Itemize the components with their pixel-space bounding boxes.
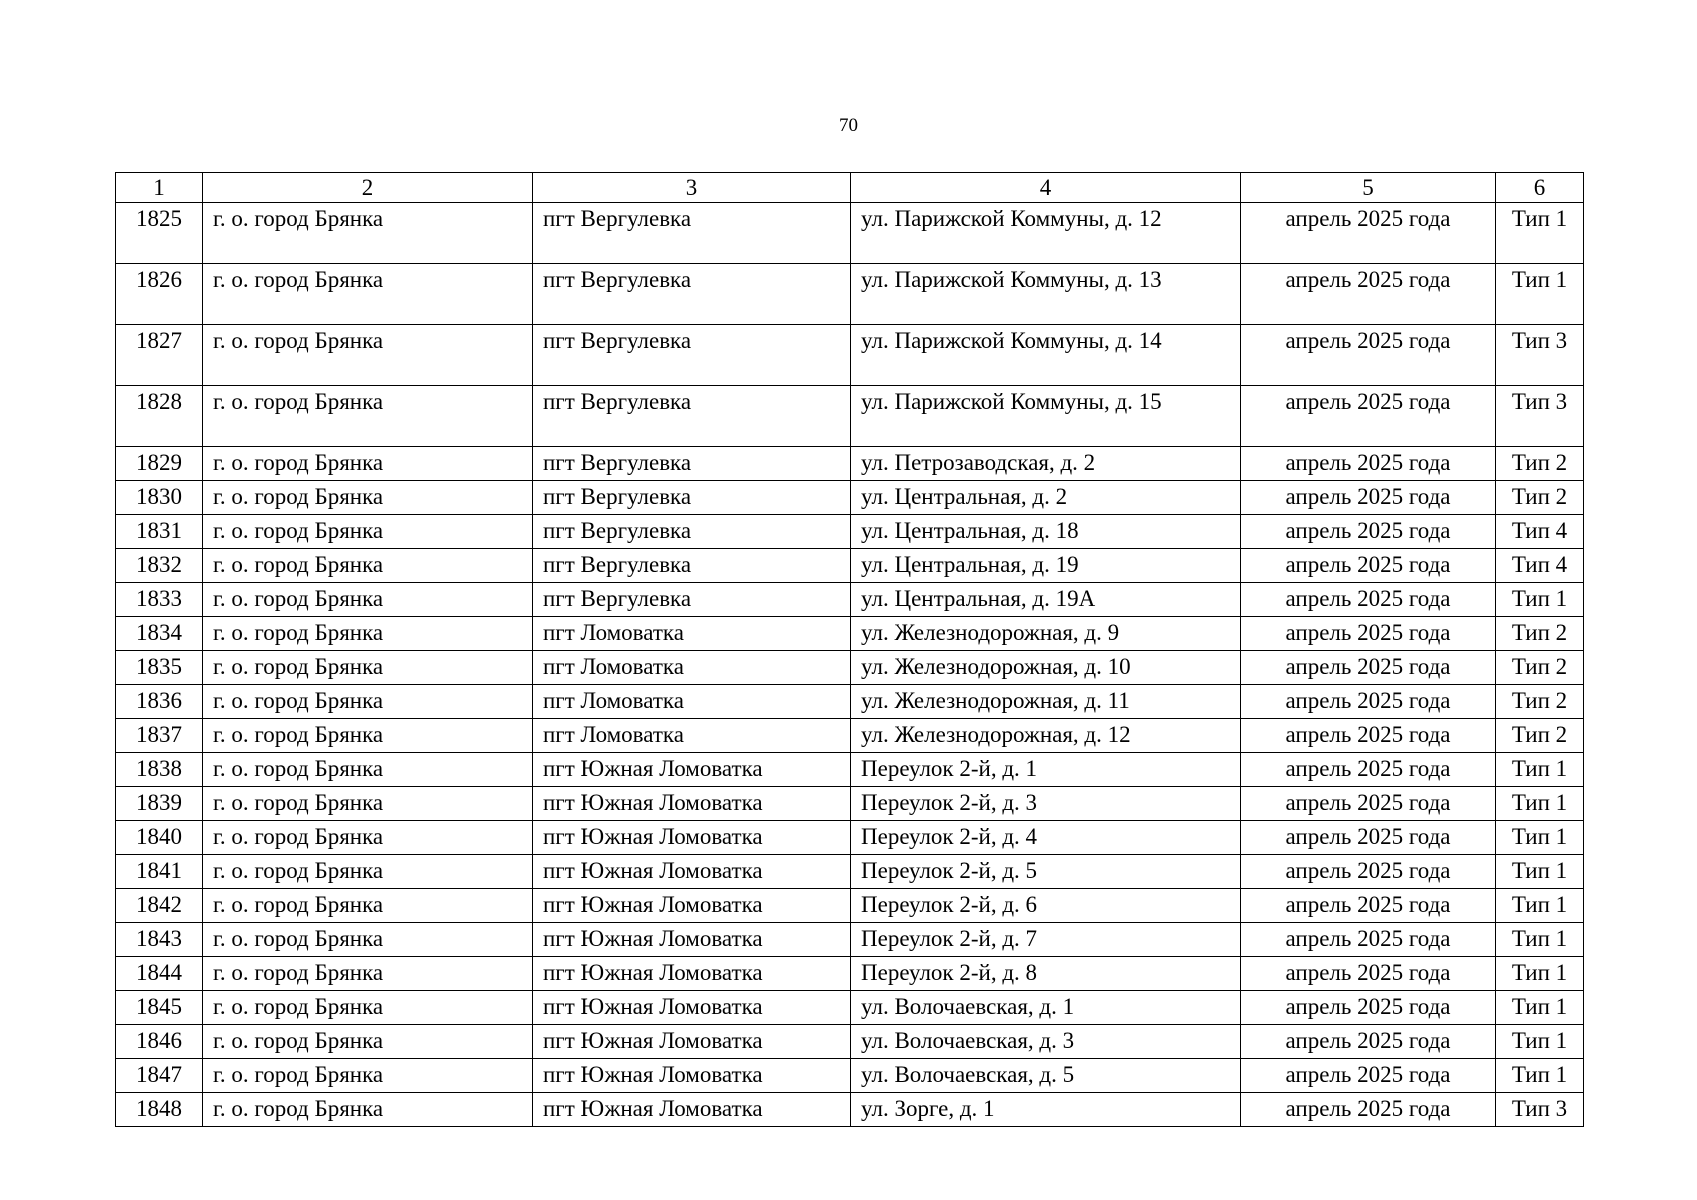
date-cell: апрель 2025 года bbox=[1241, 991, 1496, 1025]
row-number-cell: 1827 bbox=[116, 325, 203, 386]
row-number-cell: 1828 bbox=[116, 386, 203, 447]
type-cell: Тип 2 bbox=[1496, 447, 1584, 481]
row-number-cell: 1846 bbox=[116, 1025, 203, 1059]
table-row bbox=[116, 264, 1584, 325]
date-cell: апрель 2025 года bbox=[1241, 386, 1496, 447]
table-row bbox=[116, 753, 1584, 787]
date-cell: апрель 2025 года bbox=[1241, 685, 1496, 719]
row-number-cell: 1837 bbox=[116, 719, 203, 753]
type-cell: Тип 1 bbox=[1496, 787, 1584, 821]
district-cell: г. о. город Брянка bbox=[203, 719, 533, 753]
district-cell: г. о. город Брянка bbox=[203, 957, 533, 991]
district-cell: г. о. город Брянка bbox=[203, 617, 533, 651]
type-cell: Тип 1 bbox=[1496, 889, 1584, 923]
address-cell: ул. Центральная, д. 19 bbox=[851, 549, 1241, 583]
date-cell: апрель 2025 года bbox=[1241, 617, 1496, 651]
district-cell: г. о. город Брянка bbox=[203, 923, 533, 957]
settlement-cell: пгт Вергулевка bbox=[533, 549, 851, 583]
table-row bbox=[116, 549, 1584, 583]
settlement-cell: пгт Ломоватка bbox=[533, 719, 851, 753]
row-number-cell: 1839 bbox=[116, 787, 203, 821]
row-number-cell: 1845 bbox=[116, 991, 203, 1025]
date-cell: апрель 2025 года bbox=[1241, 447, 1496, 481]
type-cell: Тип 1 bbox=[1496, 923, 1584, 957]
settlement-cell: пгт Вергулевка bbox=[533, 203, 851, 264]
table-row bbox=[116, 1059, 1584, 1093]
row-number-cell: 1844 bbox=[116, 957, 203, 991]
date-cell: апрель 2025 года bbox=[1241, 1093, 1496, 1127]
district-cell: г. о. город Брянка bbox=[203, 203, 533, 264]
column-header-2: 2 bbox=[203, 173, 533, 203]
table-row bbox=[116, 957, 1584, 991]
row-number-cell: 1847 bbox=[116, 1059, 203, 1093]
settlement-cell: пгт Южная Ломоватка bbox=[533, 957, 851, 991]
table-row bbox=[116, 719, 1584, 753]
date-cell: апрель 2025 года bbox=[1241, 923, 1496, 957]
type-cell: Тип 1 bbox=[1496, 1025, 1584, 1059]
type-cell: Тип 1 bbox=[1496, 855, 1584, 889]
row-number-cell: 1834 bbox=[116, 617, 203, 651]
table-row bbox=[116, 787, 1584, 821]
address-cell: ул. Железнодорожная, д. 9 bbox=[851, 617, 1241, 651]
date-cell: апрель 2025 года bbox=[1241, 889, 1496, 923]
row-number-cell: 1832 bbox=[116, 549, 203, 583]
district-cell: г. о. город Брянка bbox=[203, 889, 533, 923]
date-cell: апрель 2025 года bbox=[1241, 203, 1496, 264]
table-row bbox=[116, 386, 1584, 447]
row-number-cell: 1831 bbox=[116, 515, 203, 549]
date-cell: апрель 2025 года bbox=[1241, 821, 1496, 855]
page-number: 70 bbox=[839, 115, 858, 136]
district-cell: г. о. город Брянка bbox=[203, 1093, 533, 1127]
settlement-cell: пгт Южная Ломоватка bbox=[533, 821, 851, 855]
table-row bbox=[116, 1093, 1584, 1127]
address-cell: ул. Зорге, д. 1 bbox=[851, 1093, 1241, 1127]
district-cell: г. о. город Брянка bbox=[203, 481, 533, 515]
table-row bbox=[116, 821, 1584, 855]
row-number-cell: 1840 bbox=[116, 821, 203, 855]
type-cell: Тип 3 bbox=[1496, 1093, 1584, 1127]
district-cell: г. о. город Брянка bbox=[203, 447, 533, 481]
type-cell: Тип 1 bbox=[1496, 821, 1584, 855]
district-cell: г. о. город Брянка bbox=[203, 821, 533, 855]
row-number-cell: 1838 bbox=[116, 753, 203, 787]
date-cell: апрель 2025 года bbox=[1241, 753, 1496, 787]
settlement-cell: пгт Вергулевка bbox=[533, 264, 851, 325]
row-number-cell: 1836 bbox=[116, 685, 203, 719]
district-cell: г. о. город Брянка bbox=[203, 1059, 533, 1093]
row-number-cell: 1843 bbox=[116, 923, 203, 957]
date-cell: апрель 2025 года bbox=[1241, 515, 1496, 549]
type-cell: Тип 2 bbox=[1496, 651, 1584, 685]
table-row bbox=[116, 583, 1584, 617]
district-cell: г. о. город Брянка bbox=[203, 753, 533, 787]
date-cell: апрель 2025 года bbox=[1241, 549, 1496, 583]
date-cell: апрель 2025 года bbox=[1241, 481, 1496, 515]
address-cell: Переулок 2-й, д. 5 bbox=[851, 855, 1241, 889]
settlement-cell: пгт Южная Ломоватка bbox=[533, 1093, 851, 1127]
type-cell: Тип 2 bbox=[1496, 481, 1584, 515]
table-row bbox=[116, 447, 1584, 481]
type-cell: Тип 4 bbox=[1496, 549, 1584, 583]
table-row bbox=[116, 855, 1584, 889]
address-cell: Переулок 2-й, д. 1 bbox=[851, 753, 1241, 787]
table-row bbox=[116, 617, 1584, 651]
type-cell: Тип 2 bbox=[1496, 617, 1584, 651]
date-cell: апрель 2025 года bbox=[1241, 1059, 1496, 1093]
date-cell: апрель 2025 года bbox=[1241, 325, 1496, 386]
district-cell: г. о. город Брянка bbox=[203, 855, 533, 889]
address-cell: Переулок 2-й, д. 8 bbox=[851, 957, 1241, 991]
settlement-cell: пгт Вергулевка bbox=[533, 447, 851, 481]
date-cell: апрель 2025 года bbox=[1241, 583, 1496, 617]
address-cell: Переулок 2-й, д. 4 bbox=[851, 821, 1241, 855]
settlement-cell: пгт Южная Ломоватка bbox=[533, 889, 851, 923]
settlement-cell: пгт Южная Ломоватка bbox=[533, 991, 851, 1025]
table-header bbox=[116, 173, 1584, 203]
row-number-cell: 1833 bbox=[116, 583, 203, 617]
table-row bbox=[116, 325, 1584, 386]
district-cell: г. о. город Брянка bbox=[203, 685, 533, 719]
date-cell: апрель 2025 года bbox=[1241, 957, 1496, 991]
address-cell: ул. Центральная, д. 19А bbox=[851, 583, 1241, 617]
settlement-cell: пгт Вергулевка bbox=[533, 481, 851, 515]
column-header-6: 6 bbox=[1496, 173, 1584, 203]
column-header-4: 4 bbox=[851, 173, 1241, 203]
address-cell: Переулок 2-й, д. 3 bbox=[851, 787, 1241, 821]
district-cell: г. о. город Брянка bbox=[203, 515, 533, 549]
settlement-cell: пгт Южная Ломоватка bbox=[533, 787, 851, 821]
settlement-cell: пгт Вергулевка bbox=[533, 583, 851, 617]
row-number-cell: 1830 bbox=[116, 481, 203, 515]
row-number-cell: 1841 bbox=[116, 855, 203, 889]
district-cell: г. о. город Брянка bbox=[203, 386, 533, 447]
table-row bbox=[116, 1025, 1584, 1059]
table-row bbox=[116, 481, 1584, 515]
district-cell: г. о. город Брянка bbox=[203, 325, 533, 386]
type-cell: Тип 3 bbox=[1496, 386, 1584, 447]
address-cell: ул. Железнодорожная, д. 10 bbox=[851, 651, 1241, 685]
type-cell: Тип 1 bbox=[1496, 753, 1584, 787]
settlement-cell: пгт Южная Ломоватка bbox=[533, 923, 851, 957]
address-cell: ул. Парижской Коммуны, д. 12 bbox=[851, 203, 1241, 264]
settlement-cell: пгт Вергулевка bbox=[533, 386, 851, 447]
type-cell: Тип 1 bbox=[1496, 1059, 1584, 1093]
table-row bbox=[116, 991, 1584, 1025]
column-header-3: 3 bbox=[533, 173, 851, 203]
row-number-cell: 1826 bbox=[116, 264, 203, 325]
address-cell: ул. Парижской Коммуны, д. 15 bbox=[851, 386, 1241, 447]
date-cell: апрель 2025 года bbox=[1241, 264, 1496, 325]
column-header-1: 1 bbox=[116, 173, 203, 203]
address-cell: ул. Центральная, д. 18 bbox=[851, 515, 1241, 549]
address-cell: ул. Петрозаводская, д. 2 bbox=[851, 447, 1241, 481]
date-cell: апрель 2025 года bbox=[1241, 855, 1496, 889]
date-cell: апрель 2025 года bbox=[1241, 719, 1496, 753]
settlement-cell: пгт Южная Ломоватка bbox=[533, 855, 851, 889]
settlement-cell: пгт Ломоватка bbox=[533, 617, 851, 651]
type-cell: Тип 1 bbox=[1496, 264, 1584, 325]
address-cell: ул. Железнодорожная, д. 12 bbox=[851, 719, 1241, 753]
table-row bbox=[116, 685, 1584, 719]
type-cell: Тип 3 bbox=[1496, 325, 1584, 386]
district-cell: г. о. город Брянка bbox=[203, 787, 533, 821]
type-cell: Тип 1 bbox=[1496, 991, 1584, 1025]
date-cell: апрель 2025 года bbox=[1241, 1025, 1496, 1059]
table-row bbox=[116, 889, 1584, 923]
table-row bbox=[116, 651, 1584, 685]
address-cell: Переулок 2-й, д. 6 bbox=[851, 889, 1241, 923]
district-cell: г. о. город Брянка bbox=[203, 549, 533, 583]
date-cell: апрель 2025 года bbox=[1241, 787, 1496, 821]
table-row bbox=[116, 203, 1584, 264]
address-cell: ул. Парижской Коммуны, д. 13 bbox=[851, 264, 1241, 325]
row-number-cell: 1829 bbox=[116, 447, 203, 481]
address-cell: ул. Волочаевская, д. 5 bbox=[851, 1059, 1241, 1093]
district-cell: г. о. город Брянка bbox=[203, 264, 533, 325]
settlement-cell: пгт Южная Ломоватка bbox=[533, 1025, 851, 1059]
table-row bbox=[116, 515, 1584, 549]
settlement-cell: пгт Южная Ломоватка bbox=[533, 1059, 851, 1093]
type-cell: Тип 1 bbox=[1496, 957, 1584, 991]
settlement-cell: пгт Вергулевка bbox=[533, 325, 851, 386]
district-cell: г. о. город Брянка bbox=[203, 991, 533, 1025]
district-cell: г. о. город Брянка bbox=[203, 583, 533, 617]
address-cell: ул. Парижской Коммуны, д. 14 bbox=[851, 325, 1241, 386]
settlement-cell: пгт Ломоватка bbox=[533, 685, 851, 719]
date-cell: апрель 2025 года bbox=[1241, 651, 1496, 685]
type-cell: Тип 2 bbox=[1496, 719, 1584, 753]
address-cell: ул. Центральная, д. 2 bbox=[851, 481, 1241, 515]
type-cell: Тип 2 bbox=[1496, 685, 1584, 719]
address-cell: ул. Железнодорожная, д. 11 bbox=[851, 685, 1241, 719]
address-cell: ул. Волочаевская, д. 1 bbox=[851, 991, 1241, 1025]
type-cell: Тип 1 bbox=[1496, 203, 1584, 264]
settlement-cell: пгт Южная Ломоватка bbox=[533, 753, 851, 787]
row-number-cell: 1825 bbox=[116, 203, 203, 264]
district-cell: г. о. город Брянка bbox=[203, 651, 533, 685]
column-header-5: 5 bbox=[1241, 173, 1496, 203]
row-number-cell: 1842 bbox=[116, 889, 203, 923]
type-cell: Тип 4 bbox=[1496, 515, 1584, 549]
row-number-cell: 1835 bbox=[116, 651, 203, 685]
address-cell: Переулок 2-й, д. 7 bbox=[851, 923, 1241, 957]
registry-table bbox=[115, 172, 1584, 1127]
settlement-cell: пгт Вергулевка bbox=[533, 515, 851, 549]
district-cell: г. о. город Брянка bbox=[203, 1025, 533, 1059]
header-row bbox=[116, 173, 1584, 203]
table-row bbox=[116, 923, 1584, 957]
row-number-cell: 1848 bbox=[116, 1093, 203, 1127]
type-cell: Тип 1 bbox=[1496, 583, 1584, 617]
table-body bbox=[116, 203, 1584, 1127]
settlement-cell: пгт Ломоватка bbox=[533, 651, 851, 685]
address-cell: ул. Волочаевская, д. 3 bbox=[851, 1025, 1241, 1059]
